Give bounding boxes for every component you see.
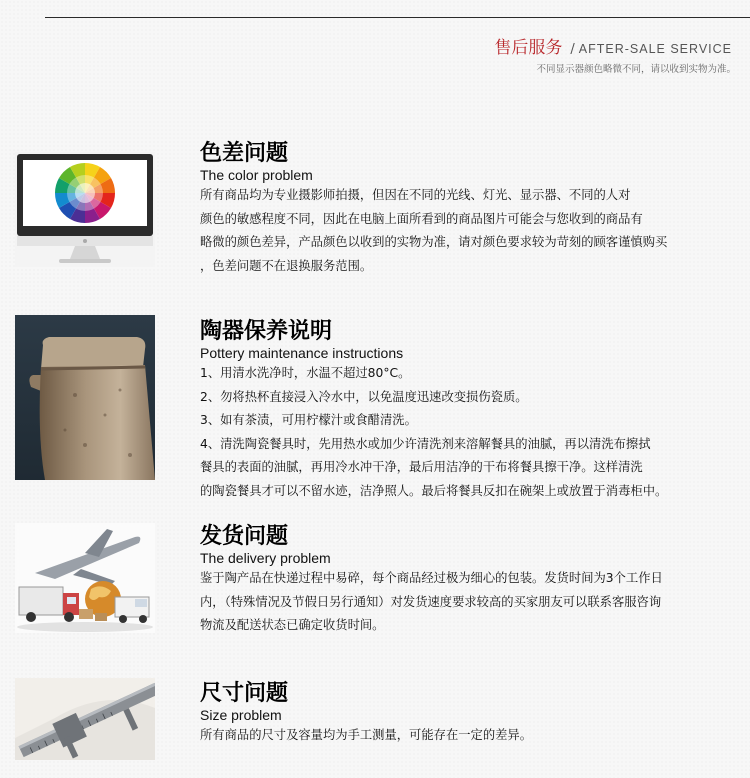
- delivery-plane-truck-icon: [15, 523, 155, 633]
- header-title-en: AFTER-SALE SERVICE: [578, 42, 732, 56]
- header-title: [494, 33, 732, 58]
- text-line: ，色差问题不在退换服务范围。: [200, 258, 373, 273]
- section-size-text: [200, 680, 745, 748]
- header-subtitle: 不同显示器颜色略微不同，请以收到实物为准。: [536, 64, 736, 75]
- text-line: 餐具的表面的油腻，再用冷水冲干净，最后用洁净的干布将餐具擦干净。这样清洗: [200, 460, 643, 474]
- text-line: 颜色的敏感程度不同，因此在电脑上面所看到的商品图片可能会与您收到的商品有: [200, 211, 643, 226]
- section-color-text: [200, 140, 745, 278]
- text-line: 1、用清水洗净时，水温不超过80°C。: [200, 366, 411, 380]
- section-title-cn: 尺寸问题: [200, 680, 289, 706]
- text-line: 鉴于陶产品在快递过程中易碎，每个商品经过极为细心的包装。发货时间为3个工作日: [200, 571, 663, 585]
- text-line: 2、勿将热杯直接浸入冷水中，以免温度迅速改变损伤瓷质。: [200, 389, 528, 404]
- section-title-cn: 色差问题: [200, 140, 289, 166]
- text-line: 内，（特殊情况及节假日另行通知）对发货速度要求较高的买家朋友可以联系客服咨询: [200, 594, 662, 609]
- section-title-en: Pottery maintenance instructions: [200, 345, 404, 361]
- pottery-jar-icon: [15, 315, 155, 480]
- header-title-cn: 售后服务: [494, 38, 563, 58]
- color-wheel-monitor-icon: [15, 152, 155, 267]
- section-title-en: The color problem: [200, 167, 313, 183]
- section-delivery-text: [200, 523, 745, 638]
- text-line: 所有商品的尺寸及容量均为手工测量，可能存在一定的差异。: [200, 728, 533, 742]
- text-line: 物流及配送状态已确定收货时间。: [200, 618, 385, 632]
- text-line: 的陶瓷餐具才可以不留水迹，洁净照人。最后将餐具反扣在碗架上或放置于消毒柜中。: [200, 483, 668, 498]
- text-line: 所有商品均为专业摄影师拍摄，但因在不同的光线、灯光、显示器、不同的人对: [200, 188, 631, 202]
- section-title-cn: 陶器保养说明: [200, 318, 333, 344]
- top-divider: [45, 17, 750, 18]
- header-separator: /: [570, 42, 575, 57]
- text-line: 4、清洗陶瓷餐具时，先用热水或加少许清洗剂来溶解餐具的油腻，再以清洗布擦拭: [200, 436, 651, 451]
- section-title-en: The delivery problem: [200, 550, 331, 566]
- caliper-icon: [15, 678, 155, 760]
- text-line: 略微的颜色差异，产品颜色以收到的实物为准，请对颜色要求较为苛刻的顾客谨慎购买: [200, 235, 668, 249]
- section-pottery-text: [200, 318, 745, 503]
- section-title-en: Size problem: [200, 707, 282, 723]
- section-title-cn: 发货问题: [200, 523, 289, 549]
- text-line: 3、如有茶渍，可用柠檬汁或食醋清洗。: [200, 413, 417, 427]
